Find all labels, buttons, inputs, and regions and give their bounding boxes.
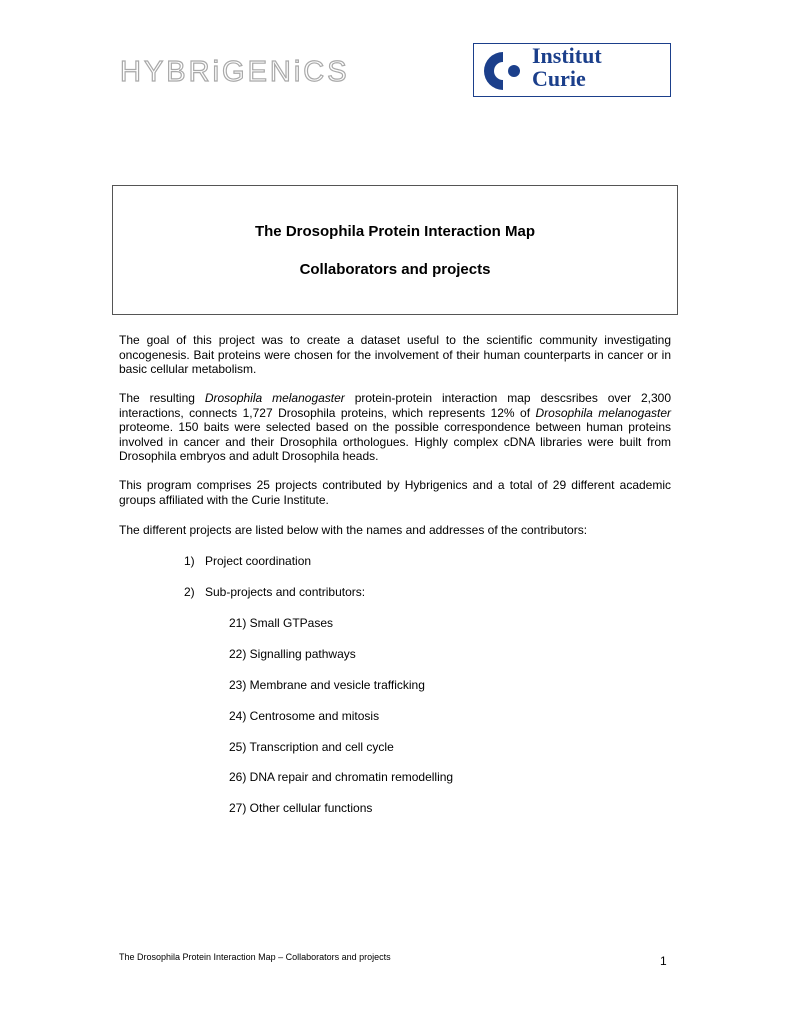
program-paragraph: This program comprises 25 projects contributed by Hybrigenics and a total of 29 different academic groups affiliated with the Curie Institute.: [119, 478, 671, 507]
page-subtitle: Collaborators and projects: [299, 261, 491, 278]
result-text-3: proteome. 150 baits were selected based on the possible correspondence between human proteins involved in cancer and their Drosophila orthologues. Highly complex cDNA libraries were built from Drosophila embryos and adult Drosophila heads.: [119, 420, 671, 463]
hybrigenics-logo: HYBRiGENiCS: [120, 56, 350, 88]
list-intro-paragraph: The different projects are listed below with the names and addresses of the contributors:: [119, 523, 588, 537]
sub-project-item: 25) Transcription and cell cycle: [229, 740, 394, 754]
page-title: The Drosophila Protein Interaction Map: [254, 223, 536, 240]
sub-project-item: 22) Signalling pathways: [229, 647, 356, 661]
species-name-1: Drosophila melanogaster: [204, 391, 345, 405]
list-item-label: Project coordination: [205, 554, 312, 568]
result-text-2: protein-protein interaction map descsribes over 2,300 interactions, connects 1,727 Drosophila proteins, which represents 12% of: [119, 391, 671, 420]
sub-project-item: 24) Centrosome and mitosis: [229, 709, 380, 723]
curie-logo-line2: Curie: [532, 66, 586, 91]
list-item: [184, 585, 365, 599]
species-name-2: Drosophila melanogaster: [535, 405, 671, 420]
title-box: [112, 185, 678, 315]
footer-text: The Drosophila Protein Interaction Map – Collaborators and projects: [119, 952, 391, 962]
institut-curie-logo: [473, 43, 671, 97]
curie-emblem-icon: [482, 50, 526, 92]
result-paragraph: [119, 391, 671, 464]
list-item-number: 1): [184, 554, 195, 568]
list-item-number: 2): [184, 585, 195, 599]
result-text-1: The resulting: [119, 391, 205, 405]
list-item-label: Sub-projects and contributors:: [205, 585, 366, 599]
sub-project-item: 23) Membrane and vesicle trafficking: [229, 678, 425, 692]
goal-paragraph: The goal of this project was to create a dataset useful to the scientific community investigating oncogenesis. Bait proteins were chosen for the involvement of their human counterparts in cancer or in basic cellular metabolism.: [119, 333, 671, 376]
list-item: [184, 554, 311, 568]
curie-logo-line1: Institut: [532, 43, 602, 68]
page-number: 1: [660, 954, 667, 968]
sub-project-item: 27) Other cellular functions: [229, 801, 373, 815]
sub-project-item: 26) DNA repair and chromatin remodelling: [229, 770, 454, 784]
sub-project-item: 21) Small GTPases: [229, 616, 334, 630]
